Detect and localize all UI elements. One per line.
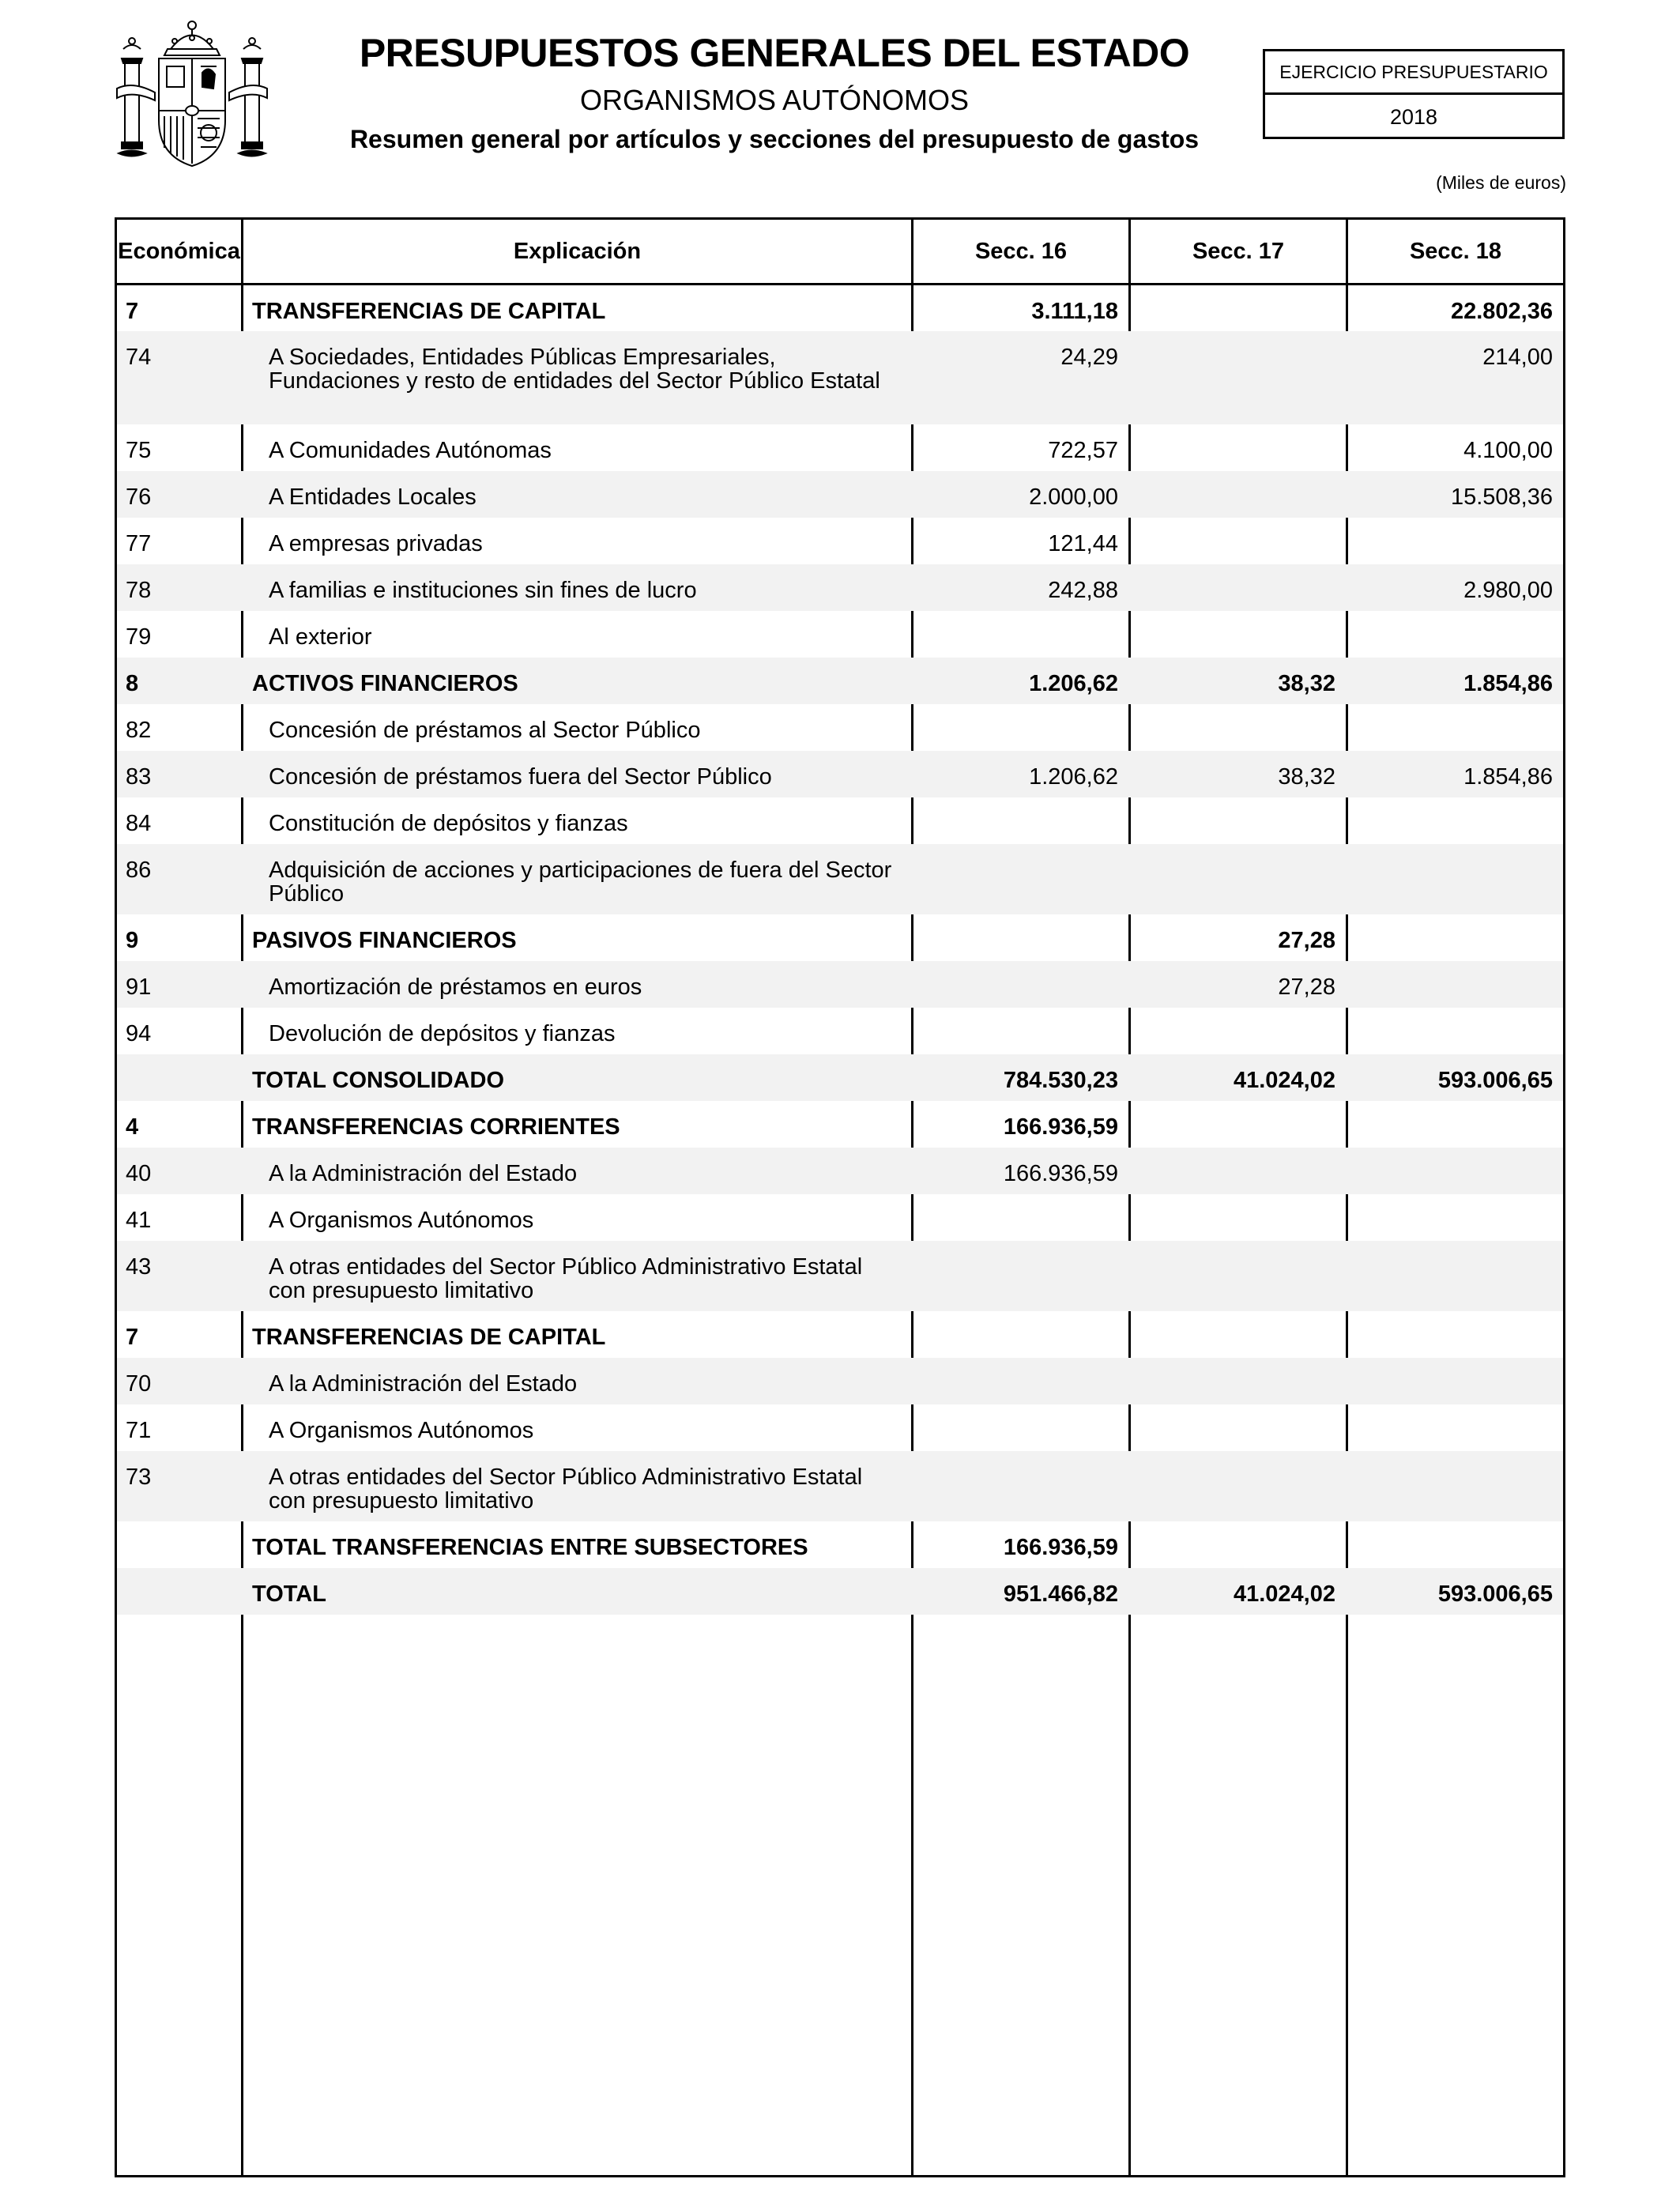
row-code: 73 [126,1465,152,1490]
row-code: 74 [126,345,152,370]
row-explanation: A la Administración del Estado [269,1161,578,1186]
row-secc-18: 15.508,36 [1450,484,1553,510]
row-secc-17 [1128,564,1346,611]
row-secc-18 [1346,1101,1563,1148]
row-secc-18: 593.006,65 [1437,1581,1553,1607]
row-code [117,1054,241,1101]
row-secc-17: 41.024,02 [1233,1581,1335,1607]
row-secc-17 [1128,424,1346,471]
row-secc-18 [1346,844,1563,914]
document-description: Resumen general por artículos y secciones del presupuesto de gastos [349,125,1200,153]
row-code: 91 [126,974,152,1000]
row-secc-16: 166.936,59 [1003,1161,1118,1186]
row-secc-17 [1128,1311,1346,1358]
row-secc-17 [1128,1101,1346,1148]
table-row [117,797,1563,844]
row-secc-18 [1346,914,1563,961]
row-secc-16: 242,88 [1048,578,1118,603]
row-secc-16 [911,1008,1128,1054]
row-secc-16: 121,44 [1048,531,1118,556]
row-explanation: A Entidades Locales [269,484,477,510]
row-secc-17: 38,32 [1278,764,1335,790]
row-secc-17: 41.024,02 [1233,1068,1335,1093]
row-secc-16: 784.530,23 [1003,1068,1118,1093]
row-secc-17: 38,32 [1278,671,1335,696]
table-row [117,1451,1563,1521]
row-secc-17 [1128,1404,1346,1451]
row-secc-18 [1346,1358,1563,1404]
row-secc-18 [1346,797,1563,844]
table-row [117,1404,1563,1451]
row-secc-18 [1346,1008,1563,1054]
row-code: 7 [126,299,139,324]
row-secc-18 [1346,1451,1563,1521]
row-secc-16 [911,1404,1128,1451]
row-secc-17 [1128,844,1346,914]
row-explanation: TOTAL TRANSFERENCIAS ENTRE SUBSECTORES [252,1535,808,1560]
row-secc-18: 1.854,86 [1463,671,1553,696]
row-secc-18 [1346,518,1563,564]
row-code: 8 [126,671,139,696]
table-row [117,961,1563,1008]
row-secc-16: 951.466,82 [1003,1581,1118,1607]
row-explanation: PASIVOS FINANCIEROS [252,928,517,953]
row-secc-16: 166.936,59 [1003,1535,1118,1560]
row-explanation: Amortización de préstamos en euros [269,974,642,1000]
row-explanation: TRANSFERENCIAS DE CAPITAL [252,1325,606,1350]
row-code: 79 [126,624,152,650]
row-secc-18: 593.006,65 [1437,1068,1553,1093]
row-secc-16 [911,914,1128,961]
col-header-explicacion: Explicación [513,238,642,264]
fiscal-year-value: 2018 [1389,104,1438,129]
row-secc-16: 3.111,18 [1031,299,1118,324]
table-row [117,518,1563,564]
units-note: (Miles de euros) [1436,172,1566,193]
row-secc-17 [1128,1358,1346,1404]
row-secc-17 [1128,1008,1346,1054]
row-secc-16: 1.206,62 [1029,671,1118,696]
row-code: 9 [126,928,139,953]
row-secc-17 [1128,1148,1346,1194]
row-secc-18 [1346,704,1563,751]
row-explanation: TOTAL CONSOLIDADO [252,1068,504,1093]
row-code: 43 [126,1254,152,1280]
row-code: 84 [126,811,152,836]
row-secc-18 [1346,1311,1563,1358]
row-secc-18 [1346,961,1563,1008]
row-explanation: TRANSFERENCIAS DE CAPITAL [252,299,606,324]
table-row [117,704,1563,751]
row-explanation: Concesión de préstamos fuera del Sector Público [269,764,772,790]
table-row [117,285,1563,331]
col-header-secc-17: Secc. 17 [1192,238,1285,264]
row-secc-17 [1128,331,1346,424]
row-secc-16 [911,1241,1128,1311]
row-secc-16 [911,1451,1128,1521]
table-row [117,1008,1563,1054]
row-secc-17 [1128,797,1346,844]
row-code: 86 [126,858,152,883]
table-row [117,331,1563,424]
row-explanation: A Sociedades, Entidades Públicas Empresariales, Fundaciones y resto de entidades del Sector Público Estatal [269,345,880,394]
row-secc-18 [1346,611,1563,658]
row-secc-18: 4.100,00 [1463,438,1553,463]
row-explanation: Devolución de depósitos y fianzas [269,1021,616,1046]
row-secc-18: 214,00 [1482,345,1553,370]
row-code: 40 [126,1161,152,1186]
table-row [117,844,1563,914]
table-row [117,564,1563,611]
row-secc-17 [1128,1451,1346,1521]
row-explanation: TRANSFERENCIAS CORRIENTES [252,1114,620,1140]
row-secc-18: 22.802,36 [1450,299,1553,324]
row-secc-18 [1346,1148,1563,1194]
row-explanation: A Organismos Autónomos [269,1418,534,1443]
row-explanation: Al exterior [269,624,372,650]
document-title: PRESUPUESTOS GENERALES DEL ESTADO [359,31,1190,75]
row-secc-17 [1128,1194,1346,1241]
table-row [117,658,1563,704]
row-secc-18: 1.854,86 [1463,764,1553,790]
row-code: 76 [126,484,152,510]
row-secc-16: 1.206,62 [1029,764,1118,790]
row-explanation: Concesión de préstamos al Sector Público [269,718,701,743]
row-code [117,1568,241,1615]
row-secc-16 [911,797,1128,844]
row-code: 78 [126,578,152,603]
row-code: 82 [126,718,152,743]
table-row [117,1148,1563,1194]
table-row [117,471,1563,518]
row-explanation: A otras entidades del Sector Público Administrativo Estatal con presupuesto limitativo [269,1254,863,1303]
col-header-economica: Económica [118,238,240,264]
row-secc-16 [911,1194,1128,1241]
row-code [117,1521,241,1568]
document-subtitle: ORGANISMOS AUTÓNOMOS [579,84,970,116]
row-explanation: Constitución de depósitos y fianzas [269,811,628,836]
row-explanation: A familias e instituciones sin fines de lucro [269,578,697,603]
budget-table-body [117,285,1563,1615]
table-row [117,751,1563,797]
row-secc-16: 722,57 [1048,438,1118,463]
table-row [117,1194,1563,1241]
row-secc-16 [911,844,1128,914]
table-row [117,1568,1563,1615]
row-secc-17: 27,28 [1278,928,1335,953]
row-explanation: ACTIVOS FINANCIEROS [252,671,518,696]
table-row [117,1311,1563,1358]
row-explanation: A la Administración del Estado [269,1371,578,1397]
row-code: 75 [126,438,152,463]
row-explanation: A Comunidades Autónomas [269,438,552,463]
row-secc-17 [1128,1241,1346,1311]
row-explanation: A Organismos Autónomos [269,1208,534,1233]
row-secc-16: 2.000,00 [1029,484,1118,510]
row-explanation: A empresas privadas [269,531,483,556]
row-secc-17 [1128,518,1346,564]
row-secc-16: 166.936,59 [1003,1114,1118,1140]
table-row [117,914,1563,961]
row-code: 41 [126,1208,152,1233]
row-secc-18 [1346,1521,1563,1568]
row-secc-17 [1128,285,1346,331]
row-secc-17 [1128,611,1346,658]
col-header-secc-16: Secc. 16 [974,238,1068,264]
table-row [117,1358,1563,1404]
row-code: 71 [126,1418,152,1443]
row-secc-17 [1128,1521,1346,1568]
row-code: 94 [126,1021,152,1046]
row-secc-16 [911,611,1128,658]
table-row [117,611,1563,658]
row-code: 4 [126,1114,139,1140]
row-secc-17 [1128,471,1346,518]
row-secc-16 [911,1311,1128,1358]
row-secc-18 [1346,1194,1563,1241]
row-code: 77 [126,531,152,556]
fiscal-year-label: EJERCICIO PRESUPUESTARIO [1265,51,1562,95]
row-explanation: A otras entidades del Sector Público Administrativo Estatal con presupuesto limitativo [269,1465,863,1514]
row-code: 70 [126,1371,152,1397]
col-header-secc-18: Secc. 18 [1409,238,1502,264]
coat-of-arms-logo [115,17,269,175]
row-secc-16: 24,29 [1060,345,1118,370]
row-code: 83 [126,764,152,790]
row-secc-17: 27,28 [1278,974,1335,1000]
row-secc-18 [1346,1241,1563,1311]
table-row [117,1101,1563,1148]
row-secc-16 [911,704,1128,751]
table-row [117,424,1563,471]
row-secc-18: 2.980,00 [1463,578,1553,603]
table-row [117,1241,1563,1311]
row-explanation: Adquisición de acciones y participaciones de fuera del Sector Público [269,858,892,907]
table-row [117,1054,1563,1101]
row-secc-17 [1128,704,1346,751]
row-secc-18 [1346,1404,1563,1451]
row-secc-16 [911,961,1128,1008]
row-secc-16 [911,1358,1128,1404]
table-row [117,1521,1563,1568]
fiscal-year-box [1263,49,1565,139]
row-explanation: TOTAL [252,1581,326,1607]
row-code: 7 [126,1325,139,1350]
